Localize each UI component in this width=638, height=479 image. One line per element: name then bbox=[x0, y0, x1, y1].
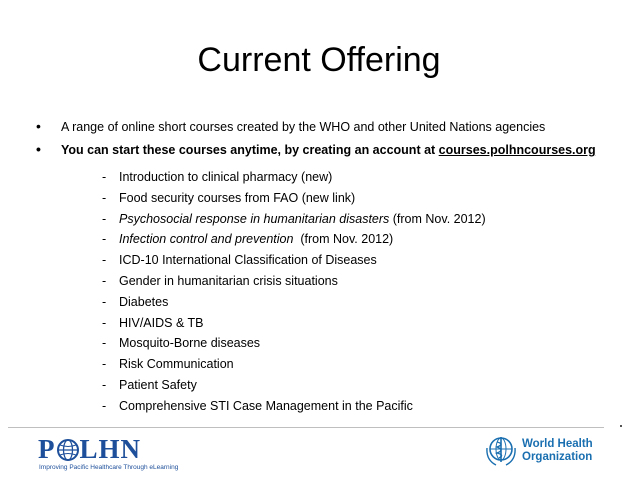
course-item bbox=[102, 295, 612, 316]
course-note: (from Nov. 2012) bbox=[293, 232, 394, 247]
course-item bbox=[102, 399, 612, 420]
bullet-dot: • bbox=[36, 118, 41, 134]
corner-mark bbox=[620, 425, 622, 427]
who-emblem-icon bbox=[484, 434, 518, 468]
dash-marker: - bbox=[102, 336, 107, 351]
course-title: Infection control and prevention bbox=[119, 232, 294, 247]
slide-title: Current Offering bbox=[197, 41, 441, 79]
course-title: Mosquito-Borne diseases bbox=[119, 336, 261, 351]
polhn-wordmark bbox=[38, 434, 141, 465]
dash-marker: - bbox=[102, 398, 107, 413]
polhn-letter-p: P bbox=[38, 434, 56, 464]
course-item bbox=[102, 191, 612, 212]
course-title: ICD-10 International Classification of Diseases bbox=[119, 253, 377, 268]
who-line-1: World Health bbox=[522, 438, 593, 450]
footer-divider bbox=[8, 427, 604, 428]
course-title: Patient Safety bbox=[119, 377, 197, 392]
course-item bbox=[102, 232, 612, 253]
dash-marker: - bbox=[102, 273, 107, 288]
course-item bbox=[102, 274, 612, 295]
course-title: Introduction to clinical pharmacy (new) bbox=[119, 170, 333, 184]
course-note: (from Nov. 2012) bbox=[389, 211, 486, 226]
bullet-text: A range of online short courses created by the WHO and other United Nations agencies bbox=[61, 120, 546, 134]
dash-marker: - bbox=[102, 315, 107, 330]
polhn-logo bbox=[38, 436, 208, 474]
course-item bbox=[102, 378, 612, 399]
course-title: Gender in humanitarian crisis situations bbox=[119, 273, 338, 288]
dash-marker: - bbox=[102, 211, 107, 226]
course-item bbox=[102, 336, 612, 357]
who-wordmark bbox=[522, 438, 593, 464]
bullet-text: You can start these courses anytime, by creating an account at courses.polhncourses.org bbox=[61, 143, 596, 157]
course-title: Diabetes bbox=[119, 294, 169, 309]
who-logo bbox=[484, 432, 614, 472]
dash-marker: - bbox=[102, 294, 107, 309]
bullet-dot: • bbox=[36, 141, 41, 157]
dash-marker: - bbox=[102, 170, 107, 184]
dash-marker: - bbox=[102, 232, 107, 247]
course-title: Risk Communication bbox=[119, 357, 234, 372]
course-list bbox=[102, 170, 612, 420]
course-title: Comprehensive STI Case Management in the Pacific bbox=[119, 398, 413, 413]
globe-icon bbox=[57, 439, 79, 461]
course-item bbox=[102, 212, 612, 233]
courses-link[interactable]: courses.polhncourses.org bbox=[438, 143, 596, 157]
course-item bbox=[102, 357, 612, 378]
course-title: Psychosocial response in humanitarian disasters bbox=[119, 211, 390, 226]
bullet-item bbox=[36, 118, 616, 141]
polhn-tagline: Improving Pacific Healthcare Through eLearning bbox=[39, 464, 179, 471]
dash-marker: - bbox=[102, 377, 107, 392]
bullet-item bbox=[36, 141, 616, 164]
course-item bbox=[102, 253, 612, 274]
dash-marker: - bbox=[102, 190, 107, 205]
dash-marker: - bbox=[102, 357, 107, 372]
dash-marker: - bbox=[102, 253, 107, 268]
who-line-2: Organization bbox=[522, 451, 593, 463]
course-item bbox=[102, 316, 612, 337]
course-title: HIV/AIDS & TB bbox=[119, 315, 204, 330]
course-item bbox=[102, 170, 612, 191]
polhn-letters-lhn: LHN bbox=[79, 434, 142, 464]
course-title: Food security courses from FAO (new link) bbox=[119, 190, 356, 205]
bullet-list bbox=[36, 118, 616, 164]
